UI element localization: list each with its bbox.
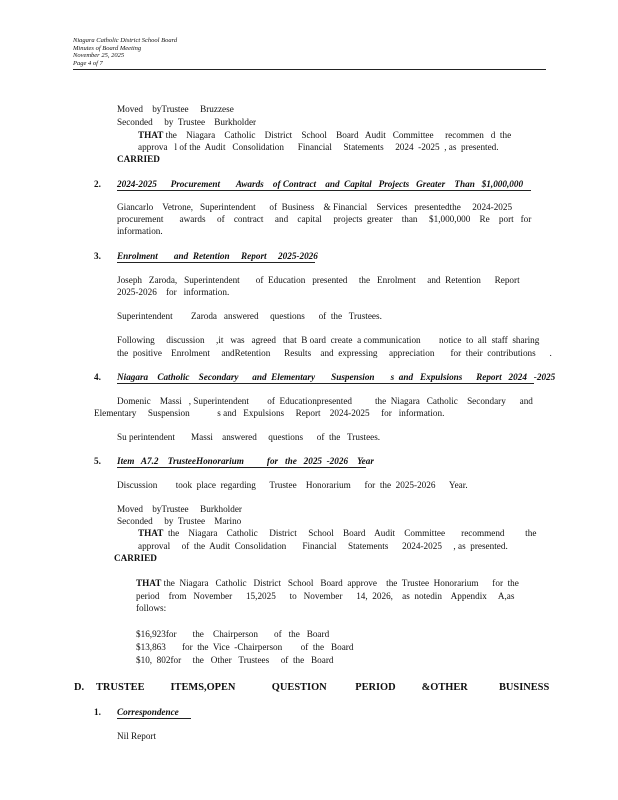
seconded-line: Seconded by Trustee Burkholder	[117, 117, 257, 127]
item-number: 5.	[94, 456, 101, 466]
paragraph-line: the positive Enrolment andRetention Results and expressing appreciation for their contributions .	[117, 348, 552, 358]
paragraph-line: information.	[117, 226, 163, 236]
heading-underline	[117, 190, 531, 191]
item-heading: Niagara Catholic Secondary and Elementary Suspension s and Expulsions Report 2024 -2025	[117, 372, 556, 382]
motion-line-1	[138, 130, 511, 141]
that-keyword: THAT	[138, 528, 164, 538]
motion-text-1: the Niagara Catholic District School Board approve the Trustee Honorarium for the	[161, 578, 519, 588]
motion-line-1	[136, 578, 519, 589]
header-rule	[73, 69, 546, 70]
paragraph-line: 2025-2026 for information.	[117, 287, 230, 297]
paragraph-line: Joseph Zaroda, Superintendent of Education presented the Enrolment and Retention Report	[117, 275, 520, 285]
header-doc-title: Minutes of Board Meeting	[73, 44, 142, 52]
paragraph-line: Elementary Suspension s and Expulsions Report 2024-2025 for information.	[94, 408, 445, 418]
moved-line: Moved byTrustee Burkholder	[117, 504, 242, 514]
motion-line-3: follows:	[136, 603, 167, 613]
paragraph-line: Su perintendent Massi answered questions of the Trustees.	[117, 432, 381, 442]
that-keyword: THAT	[138, 130, 164, 140]
motion-text-1: the Niagara Catholic District School Board Audit Committee recommen d the	[163, 130, 512, 140]
carried-label: CARRIED	[114, 553, 157, 563]
paragraph-line: Domenic Massi , Superintendent of Educationpresented the Niagara Catholic Secondary and	[117, 396, 533, 406]
header-date: November 25, 2025	[73, 52, 125, 60]
section-letter: D.	[74, 682, 85, 693]
heading-underline	[117, 262, 315, 263]
motion-text-1: the Niagara Catholic District School Board Audit Committee recommend the	[163, 528, 537, 538]
item-number: 4.	[94, 372, 101, 382]
motion-line-1	[138, 528, 536, 539]
motion-line-2: approval of the Audit Consolidation Financial Statements 2024-2025 , as presented.	[138, 541, 508, 551]
honorarium-amount: $10, 802for the Other Trustees of the Board	[136, 655, 334, 665]
item-heading: 2024-2025 Procurement Awards of Contract and Capital Projects Greater Than $1,000,000	[117, 179, 524, 189]
seconded-line: Seconded by Trustee Marino	[117, 516, 242, 526]
paragraph-line: Discussion took place regarding Trustee Honorarium for the 2025-2026 Year.	[117, 480, 468, 490]
header-org: Niagara Catholic District School Board	[73, 37, 178, 44]
item-number: 1.	[94, 707, 101, 717]
paragraph-line: Following discussion ,it was agreed that B oard create a communication notice to all staff sharing	[117, 335, 540, 345]
moved-line: Moved byTrustee Bruzzese	[117, 104, 234, 114]
paragraph-line: Superintendent Zaroda answered questions of the Trustees.	[117, 311, 382, 321]
honorarium-amount: $16,923for the Chairperson of the Board	[136, 629, 330, 639]
heading-underline	[117, 467, 366, 468]
motion-line-2: period from November 15,2025 to November 14, 2026, as notedin Appendix A,as	[136, 591, 515, 601]
that-keyword: THAT	[136, 578, 162, 588]
item-heading: Enrolment and Retention Report 2025-2026	[117, 251, 318, 261]
paragraph-line: procurement awards of contract and capital projects greater than $1,000,000 Re port for	[117, 214, 532, 224]
heading-underline	[117, 383, 534, 384]
heading-underline	[117, 718, 191, 719]
item-number: 3.	[94, 251, 101, 261]
motion-line-2: approva l of the Audit Consolidation Financial Statements 2024 -2025 , as presented.	[138, 142, 499, 152]
section-heading: TRUSTEE ITEMS,OPEN QUESTION PERIOD &OTHER BUSINESS	[96, 682, 550, 693]
item-heading: Correspondence	[117, 707, 179, 717]
paragraph-line: Giancarlo Vetrone, Superintendent of Business & Financial Services presentedthe 2024-2025	[117, 202, 513, 212]
carried-label: CARRIED	[117, 154, 160, 164]
item-heading: Item A7.2 TrusteeHonorarium for the 2025 -2026 Year	[117, 456, 374, 466]
header-page-number: Page 4 of 7	[73, 59, 103, 67]
honorarium-amount: $13,863 for the Vice -Chairperson of the Board	[136, 642, 354, 652]
paragraph-line: Nil Report	[117, 731, 157, 741]
item-number: 2.	[94, 179, 101, 189]
page-header	[73, 37, 177, 67]
